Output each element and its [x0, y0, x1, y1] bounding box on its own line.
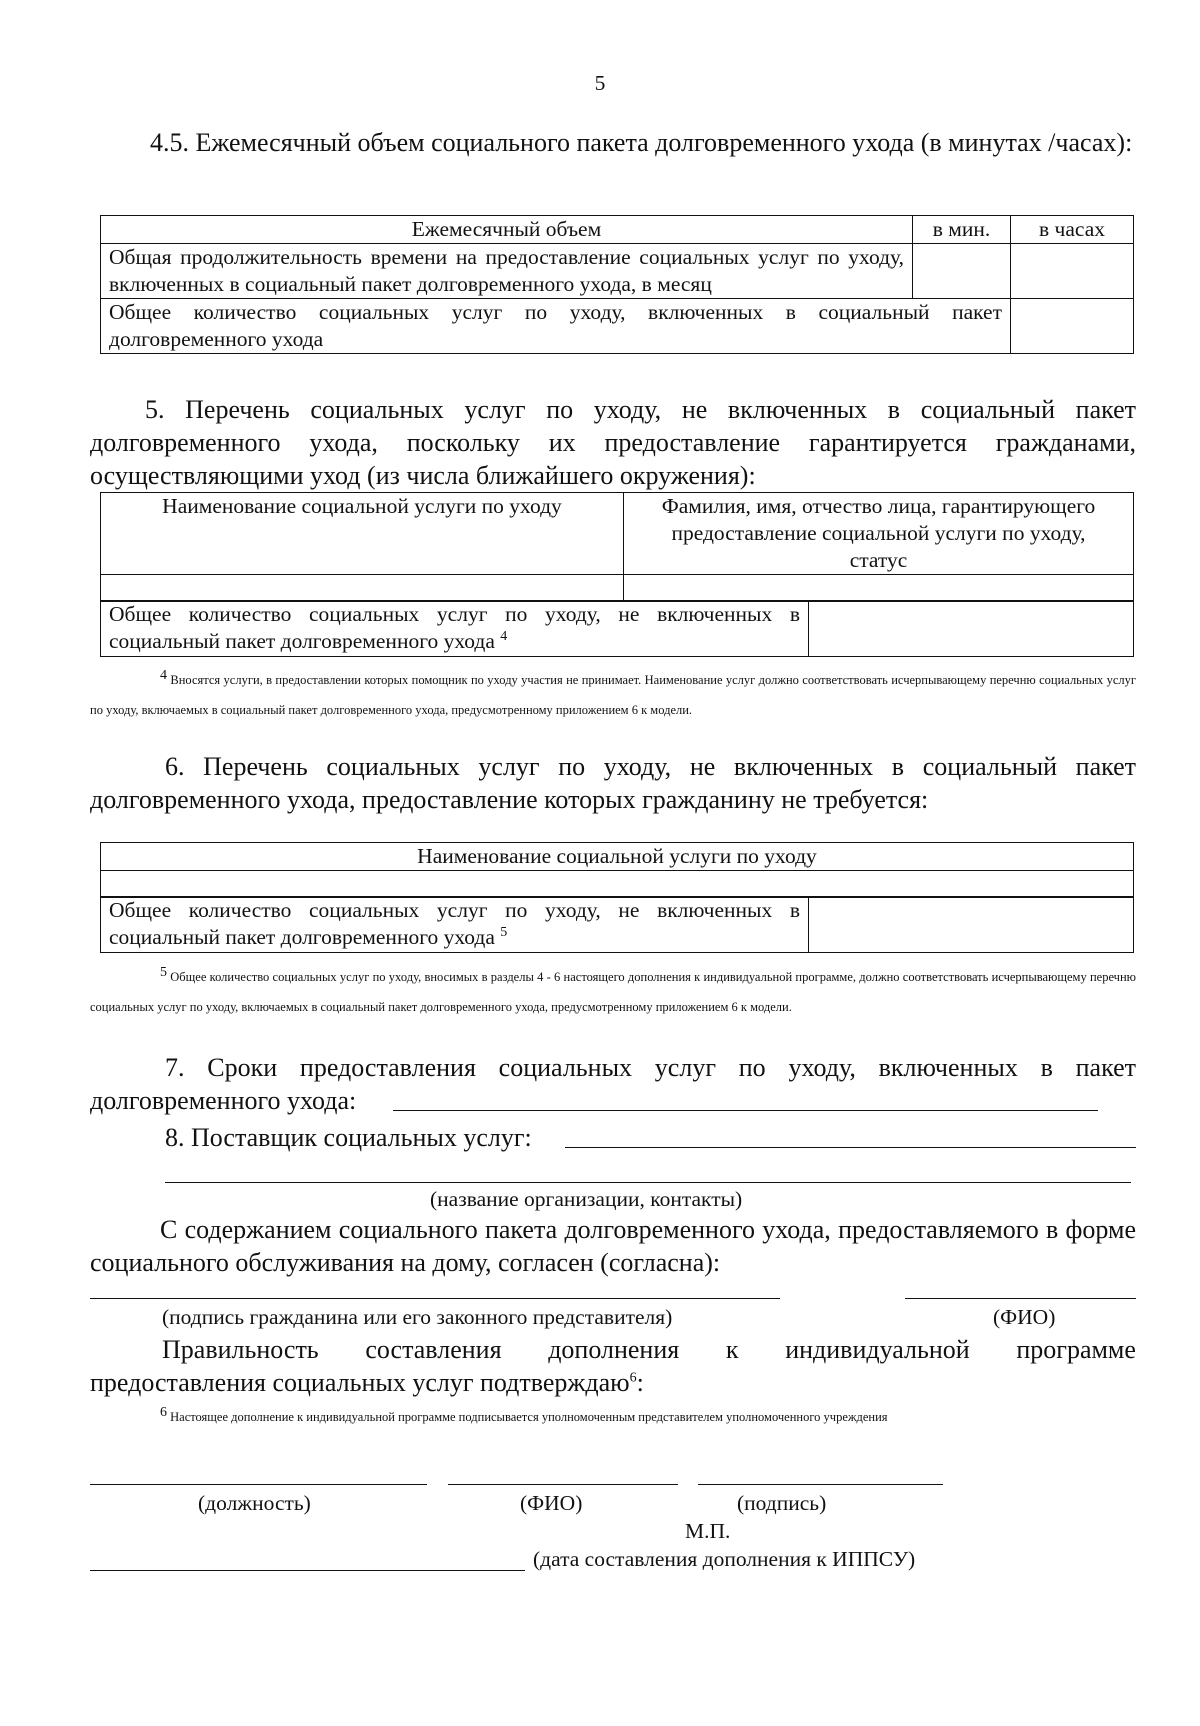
- confirm-word: к: [725, 1335, 739, 1364]
- section-4-5-heading: 4.5. Ежемесячный объем социального пакета долговременного ухода (в минутах /часах):: [150, 128, 1133, 157]
- col-header-minutes: в мин.: [913, 216, 1011, 244]
- confirm-word: Правильность: [162, 1335, 319, 1364]
- footnote-ref-6: 6: [629, 1370, 637, 1386]
- confirm-word: программе: [1016, 1335, 1136, 1364]
- total-not-required-text: Общее количество социальных услуг по уходу, не включенных в социальный пакет долговременного ухода: [109, 898, 800, 950]
- footnote-4: [90, 665, 1136, 725]
- confirm-word: индивидуальной: [785, 1335, 970, 1364]
- col-header-service-name: Наименование социальной услуги по уходу: [101, 493, 624, 575]
- official-fio-line[interactable]: [448, 1484, 678, 1485]
- citizen-signature-caption: (подпись гражданина или его законного представителя): [162, 1305, 673, 1329]
- empty-caregiver-cell: [624, 575, 1134, 602]
- stamp-place: М.П.: [685, 1519, 731, 1543]
- col-header-caregiver: Фамилия, имя, отчество лица, гарантирующего предоставление социальной услуги по уходу, статус: [624, 493, 1134, 575]
- footnote-4-text: Вносятся услуги, в предоставлении которых помощник по уходу участия не принимает. Наименование услуг должно соответствовать исчерпывающему перечню социальных услуг по уходу, включаемых в социальный пакет долговременного ухода, предусмотренному приложением 6 к модели.: [90, 673, 1136, 717]
- section-5-heading: 5. Перечень социальных услуг по уходу, не включенных в социальный пакет долговременного ухода, поскольку их предоставление гарантируется гражданами, осуществляющими уход (из числа ближайшего окружения):: [90, 395, 1136, 490]
- position-line[interactable]: [90, 1484, 427, 1485]
- terms-field-line[interactable]: [393, 1110, 1098, 1111]
- confirm-word: составления: [365, 1335, 502, 1364]
- official-signature-caption: (подпись): [737, 1491, 827, 1515]
- citizen-fio-caption: (ФИО): [993, 1305, 1056, 1329]
- provider-caption: (название организации, контакты): [430, 1187, 743, 1211]
- cell-total-time-minutes: [913, 244, 1011, 299]
- confirm-line2: [90, 1366, 644, 1399]
- monthly-volume-table: [100, 215, 1134, 354]
- section-6-heading: 6. Перечень социальных услуг по уходу, не включенных в социальный пакет долговременного ухода, предоставление которых гражданину не требуется:: [90, 752, 1136, 814]
- confirm-line2-text: предоставления социальных услуг подтверждаю: [90, 1368, 630, 1397]
- total-not-included-text: Общее количество социальных услуг по уходу, не включенных в социальный пакет долговременного ухода: [109, 602, 800, 654]
- row-total-time: Общая продолжительность времени на предоставление социальных услуг по уходу, включенных в социальный пакет долговременного ухода, в месяц: [101, 244, 913, 299]
- cell-total-count-value: [1011, 299, 1134, 354]
- consent-text: С содержанием социального пакета долговременного ухода, предоставляемого в форме социального обслуживания на дому, согласен (согласна):: [90, 1215, 1136, 1277]
- official-signature-line[interactable]: [698, 1484, 943, 1485]
- empty-service-cell: [101, 575, 624, 602]
- section-7-line2: долговременного ухода:: [90, 1086, 357, 1115]
- total-not-included-value: [809, 601, 1134, 657]
- section-8-label: 8. Поставщик социальных услуг:: [165, 1123, 532, 1152]
- footnote-ref-4: 4: [500, 629, 508, 645]
- footnote-6-text: Настоящее дополнение к индивидуальной программе подписывается уполномоченным представителем уполномоченного учреждения: [170, 1410, 888, 1424]
- confirm-colon: :: [636, 1368, 644, 1397]
- footnote-5-mark: 5: [160, 964, 167, 980]
- confirm-line1: [162, 1333, 1136, 1366]
- page-number: 5: [594, 71, 606, 95]
- col-header-service-name-6: Наименование социальной услуги по уходу: [101, 843, 1134, 871]
- footnote-5: [90, 962, 1136, 1022]
- footnote-6-mark: 6: [160, 1404, 167, 1420]
- section-7-line1: 7. Сроки предоставления социальных услуг по уходу, включенных в пакет: [165, 1053, 1136, 1082]
- section-6-table: [100, 842, 1133, 953]
- citizen-signature-line[interactable]: [90, 1298, 780, 1299]
- footnote-ref-5: 5: [500, 925, 508, 941]
- position-caption: (должность): [198, 1491, 311, 1515]
- official-fio-caption: (ФИО): [520, 1491, 583, 1515]
- col-header-volume: Ежемесячный объем: [101, 216, 913, 244]
- date-line[interactable]: [90, 1570, 525, 1571]
- row-total-count: Общее количество социальных услуг по уходу, включенных в социальный пакет долговременного ухода: [101, 299, 1011, 354]
- total-not-required-row: [101, 897, 809, 953]
- provider-field-line-2[interactable]: [165, 1182, 1131, 1183]
- footnote-5-text: Общее количество социальных услуг по уходу, вносимых в разделы 4 - 6 настоящего дополнения к индивидуальной программе, должно соответствовать исчерпывающему перечню социальных услуг по уходу, включаемых в социальный пакет долговременного ухода, предусмотренному приложением 6 к модели.: [90, 970, 1136, 1014]
- col-header-hours: в часах: [1011, 216, 1134, 244]
- total-not-included-row: [101, 601, 809, 657]
- citizen-fio-line[interactable]: [905, 1298, 1136, 1299]
- confirm-word: дополнения: [548, 1335, 680, 1364]
- date-caption: (дата составления дополнения к ИППСУ): [533, 1547, 916, 1571]
- footnote-6: [160, 1402, 1136, 1432]
- cell-total-time-hours: [1011, 244, 1134, 299]
- total-not-required-value: [809, 897, 1134, 953]
- footnote-4-mark: 4: [160, 667, 167, 683]
- empty-service-cell-6: [101, 871, 1134, 898]
- provider-field-line[interactable]: [565, 1147, 1136, 1148]
- section-5-table: [100, 492, 1133, 657]
